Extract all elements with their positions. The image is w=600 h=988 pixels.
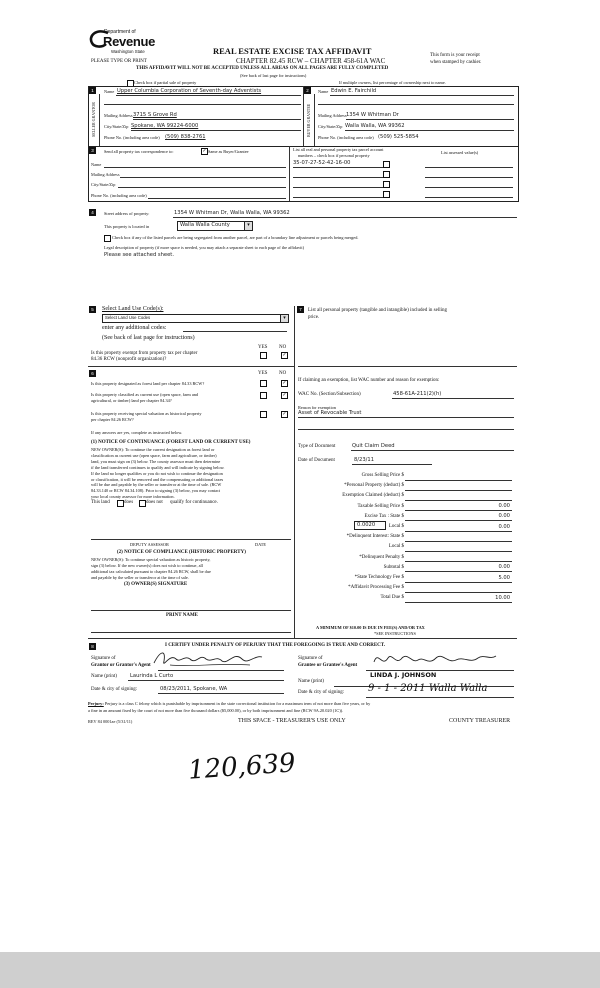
reason-label: Reason for exemption bbox=[298, 405, 336, 410]
located-label: This property is located in bbox=[104, 224, 150, 229]
grantee-signature-icon bbox=[370, 648, 500, 672]
buyer-city-value: Walla Walla, WA 99362 bbox=[345, 123, 405, 129]
notice-compliance-text bbox=[91, 557, 211, 581]
notice-continuance-line: If the land no longer qualifies or you do not wish to continue the designation bbox=[91, 470, 223, 476]
perjury-text-1: Perjury is a class C felony which is punishable by imprisonment in the state correctional institution for a maximum term of not more than five years, or by bbox=[104, 701, 371, 706]
perjury-line-1 bbox=[88, 701, 370, 706]
grantee-agent-label: Grantee or Grantee's Agent bbox=[298, 663, 358, 668]
grantee-date-label: Date & city of signing: bbox=[298, 690, 345, 695]
receipt-note-1: This form is your receipt bbox=[430, 53, 480, 58]
does-not-label: does not bbox=[146, 500, 163, 505]
legal-value: Please see attached sheet. bbox=[104, 252, 174, 258]
form-warning: THIS AFFIDAVIT WILL NOT BE ACCEPTED UNLESS ALL AREAS ON ALL PAGES ARE FULLY COMPLETED bbox=[136, 66, 389, 71]
tax-row-label: *Affidavit Processing Fee $ bbox=[348, 585, 404, 591]
segregated-checkbox[interactable] bbox=[104, 235, 111, 242]
does-checkbox[interactable] bbox=[117, 500, 124, 507]
street-label: Street address of property: bbox=[104, 211, 150, 216]
section-6-number: 6 bbox=[89, 370, 96, 377]
buyer-name-label: Name bbox=[318, 89, 329, 94]
print-name-label: PRINT NAME bbox=[166, 613, 198, 618]
notice-compliance-title: (2) NOTICE OF COMPLIANCE (HISTORIC PROPERTY) bbox=[117, 550, 246, 555]
seller-city-label: City/State/Zip bbox=[104, 124, 129, 129]
parcel-1-personal-checkbox[interactable] bbox=[383, 161, 390, 168]
exempt-no-checkbox[interactable] bbox=[281, 352, 288, 359]
please-type: PLEASE TYPE OR PRINT bbox=[91, 59, 147, 64]
seller-city-value: Spokane, WA 99224-6000 bbox=[131, 123, 199, 129]
s6-yes-header: YES bbox=[258, 371, 268, 376]
notice-continuance-line: land, you must sign on (3) below. The county assessor must then determine bbox=[91, 458, 221, 464]
wac-label: WAC No. (Section/Subsection) bbox=[298, 392, 361, 397]
section-4-number: 4 bbox=[89, 209, 96, 216]
grantor-name-value: Laurinda L Curto bbox=[130, 673, 174, 679]
does-not-checkbox[interactable] bbox=[139, 500, 146, 507]
land-use-see-back: (See back of last page for instructions) bbox=[102, 335, 195, 341]
notice-continuance-line: NEW OWNER(S): To continue the current designation as forest land or bbox=[91, 447, 215, 452]
doc-type-value: Quit Claim Deed bbox=[352, 443, 395, 449]
tax-row-value: 0.00 bbox=[498, 503, 510, 510]
seller-phone-label: Phone No. (including area code) bbox=[104, 135, 160, 140]
land-use-dropdown-chevron-icon[interactable]: ▾ bbox=[280, 314, 289, 323]
s3-phone-label: Phone No. (including area code) bbox=[91, 193, 147, 198]
section-1-number: 1 bbox=[89, 87, 96, 94]
parcel-number: 35-07-27-52-42-16-00 bbox=[293, 160, 351, 166]
if-any-yes-note: If any answers are yes, complete as instructed below. bbox=[91, 430, 183, 435]
tax-row-label: *Delinquent Penalty $ bbox=[359, 554, 404, 560]
local-rate-value: 0.0020 bbox=[357, 522, 376, 528]
list-parcels-label-1: List all real and personal property tax parcel account bbox=[293, 147, 384, 152]
same-as-buyer-checkbox[interactable] bbox=[201, 148, 208, 155]
parcel-3-personal-checkbox[interactable] bbox=[383, 181, 390, 188]
s5-yes-header: YES bbox=[258, 345, 268, 350]
current-use-yes-checkbox[interactable] bbox=[260, 392, 267, 399]
grantee-sig-label: Signature of bbox=[298, 656, 323, 661]
section-3-number: 3 bbox=[89, 147, 96, 154]
wac-value: 458-61A-211(2)(h) bbox=[393, 391, 442, 397]
tax-row-label: Local $ bbox=[388, 544, 404, 550]
current-use-no-checkbox[interactable] bbox=[281, 392, 288, 399]
tax-row-label: Exemption Claimed (deduct) $ bbox=[342, 493, 404, 499]
notice-continuance-line: if the land transferred continues to qualify and will indicate by signing below. bbox=[91, 464, 225, 470]
section-7-number: 7 bbox=[297, 306, 304, 313]
see-instructions-note: *SEE INSTRUCTIONS bbox=[374, 631, 416, 636]
historic-question-2: per chapter 84.26 RCW? bbox=[91, 417, 134, 422]
partial-sale-label: Check box if partial sale of property bbox=[134, 80, 197, 85]
forest-question: Is this property designated as forest land per chapter 84.33 RCW? bbox=[91, 381, 205, 386]
buyer-side-label: BUYER GRANTEE bbox=[306, 103, 311, 137]
exempt-yes-checkbox[interactable] bbox=[260, 352, 267, 359]
send-tax-label: Send all property tax correspondence to: bbox=[104, 149, 174, 154]
county-treasurer-label: COUNTY TREASURER bbox=[449, 718, 511, 724]
tax-row-label: *State Technology Fee $ bbox=[354, 575, 404, 580]
notice-compliance-line: NEW OWNER(S): To continue special valuation as historic property, bbox=[91, 557, 211, 562]
notice-continuance-title: (1) NOTICE OF CONTINUANCE (FOREST LAND OR CURRENT USE) bbox=[91, 440, 251, 445]
seller-name-label: Name bbox=[104, 89, 115, 94]
logo-sub-text: Washington State bbox=[111, 49, 145, 54]
does-label: does bbox=[124, 500, 134, 505]
seller-phone-value: (509) 838-2761 bbox=[165, 134, 206, 140]
current-use-question-2: agricultural, or timber) land per chapter 84.34? bbox=[91, 398, 172, 403]
exempt-question-1: Is this property exempt from property tax per chapter bbox=[91, 351, 198, 356]
this-land-label: This land bbox=[91, 500, 110, 505]
treasurer-use-label: THIS SPACE - TREASURER'S USE ONLY bbox=[238, 718, 346, 724]
revision-code: REV 84 0001ae (5/31/11) bbox=[88, 719, 133, 724]
list-parcels-label-2: numbers – check box if personal property bbox=[298, 153, 370, 158]
doc-date-label: Date of Document bbox=[298, 458, 335, 463]
tax-row-value: 0.00 bbox=[498, 513, 510, 520]
tax-row-label: *Personal Property (deduct) $ bbox=[344, 483, 404, 489]
grantor-sig-label: Signature of bbox=[91, 656, 116, 661]
seller-address-value: 3715 S Grove Rd bbox=[133, 112, 177, 118]
section-5-number: 5 bbox=[89, 306, 96, 313]
doc-type-label: Type of Document bbox=[298, 444, 336, 449]
owner-signature-label: (3) OWNER(S) SIGNATURE bbox=[124, 582, 188, 587]
notice-continuance-line: your local county assessor for more information. bbox=[91, 494, 175, 500]
scan-edge bbox=[0, 952, 600, 988]
see-back-note: (See back of last page for instructions) bbox=[240, 73, 307, 78]
tax-row-label: *Delinquent Interest: State $ bbox=[346, 534, 404, 540]
county-value: Walla Walla County bbox=[180, 222, 230, 228]
grantee-name-handwritten: LINDA J. JOHNSON bbox=[370, 671, 437, 679]
seller-side-label: SELLER GRANTOR bbox=[91, 102, 96, 138]
tax-row-value: 5.00 bbox=[498, 574, 510, 581]
historic-yes-checkbox[interactable] bbox=[260, 411, 267, 418]
tax-row-value: 0.00 bbox=[498, 523, 510, 530]
buyer-city-label: City/State/Zip bbox=[318, 124, 343, 129]
notice-continuance-line: will be due and payable by the seller or transferor at the time of sale. (RCW bbox=[91, 482, 222, 488]
perjury-text-2: a fine in an amount fixed by the court of not more than five thousand dollars ($5,000.00), or by both imprisonment and fine (RCW 9A.20.020 (1C)). bbox=[88, 708, 344, 713]
buyer-address-label: Mailing Address bbox=[318, 113, 347, 118]
buyer-phone-value: (509) 525-5854 bbox=[378, 134, 419, 140]
s3-city-label: City/State/Zip bbox=[91, 182, 116, 187]
land-use-select-value: Select Land Use Codes bbox=[105, 315, 151, 320]
forest-no-checkbox[interactable] bbox=[281, 380, 288, 387]
deputy-date-label: DATE bbox=[255, 542, 266, 547]
grantee-name-label: Name (print) bbox=[298, 679, 324, 684]
grantor-date-value: 08/23/2011, Spokane, WA bbox=[160, 686, 228, 692]
legal-label: Legal description of property (if more space is needed, you may attach a separate sheet to each page of the affidavit) bbox=[104, 245, 304, 250]
same-as-buyer-label: Same as Buyer/Grantee bbox=[208, 149, 249, 154]
notice-compliance-line: and payable by the seller or transferor at the time of sale. bbox=[91, 574, 189, 580]
notice-continuance-text bbox=[91, 447, 225, 500]
tax-row-value: 0.00 bbox=[498, 564, 510, 571]
grantor-date-label: Date & city of signing: bbox=[91, 687, 138, 692]
land-use-title: Select Land Use Code(s): bbox=[102, 306, 164, 312]
deputy-assessor-label: DEPUTY ASSESSOR bbox=[130, 542, 169, 547]
s3-name-label: Name bbox=[91, 162, 102, 167]
doc-date-value: 8/23/11 bbox=[354, 457, 374, 463]
seller-address-label: Mailing Address bbox=[104, 113, 133, 118]
enter-more-label: enter any additional codes: bbox=[102, 325, 167, 331]
s6-no-header: NO bbox=[279, 371, 287, 376]
assessed-value-label: List assessed value(s) bbox=[441, 150, 479, 155]
minimum-due-note: A MINIMUM OF $10.00 IS DUE IN FEE(S) AND/OR TAX bbox=[316, 625, 425, 630]
reason-value: Asset of Revocable Trust bbox=[298, 410, 362, 416]
notice-continuance-line: or classification, it will be removed and the compensating or additional taxes bbox=[91, 476, 224, 482]
tax-row-label: Excise Tax : State $ bbox=[364, 513, 404, 519]
s3-address-label: Mailing Address bbox=[91, 172, 120, 177]
buyer-address-value: 1354 W Whitman Dr bbox=[346, 112, 399, 118]
parcel-4-personal-checkbox[interactable] bbox=[383, 191, 390, 198]
grantor-name-label: Name (print) bbox=[91, 674, 117, 679]
street-value: 1354 W Whitman Dr, Walla Walla, WA 99362 bbox=[174, 210, 290, 216]
personal-property-label-2: price. bbox=[308, 315, 320, 320]
receipt-note-2: when stamped by cashier. bbox=[430, 60, 482, 65]
multiple-owners-note: If multiple owners, list percentage of ownership next to name. bbox=[339, 80, 446, 85]
tax-row-label: Gross Selling Price $ bbox=[361, 473, 404, 478]
exempt-question-2: 84.36 RCW (nonprofit organization)? bbox=[91, 357, 167, 362]
notice-continuance-line: 84.33.140 or RCW 84.34.108). Prior to signing (3) below, you may contact bbox=[91, 488, 221, 494]
seller-name-value: Upper Columbia Corporation of Seventh-day Adventists bbox=[117, 88, 262, 94]
tax-row-label: Total Due $ bbox=[380, 595, 404, 601]
certify-statement: I CERTIFY UNDER PENALTY OF PERJURY THAT THE FOREGOING IS TRUE AND CORRECT. bbox=[165, 643, 386, 648]
section-2-number: 2 bbox=[304, 87, 311, 94]
tax-row-label: Local $ bbox=[388, 524, 404, 529]
buyer-phone-label: Phone No. (including area code) bbox=[318, 135, 374, 140]
tax-row-label: Subtotal $ bbox=[383, 564, 404, 570]
claim-exemption-label: If claiming an exemption, list WAC number and reason for exemption: bbox=[298, 378, 440, 383]
segregated-label: Check box if any of the listed parcels are being segregated from another parcel, are part of a boundary line adjustment or parcels being merged. bbox=[112, 235, 359, 240]
form-title: REAL ESTATE EXCISE TAX AFFIDAVIT bbox=[213, 46, 372, 56]
logo-main-text: Revenue bbox=[103, 34, 156, 49]
perjury-label: Perjury: bbox=[88, 701, 104, 706]
form-subtitle: CHAPTER 82.45 RCW – CHAPTER 458-61A WAC bbox=[236, 57, 386, 65]
forest-yes-checkbox[interactable] bbox=[260, 380, 267, 387]
notice-continuance-line: classification as current use (open space, farm and agriculture, or timber) bbox=[91, 452, 217, 458]
handwritten-number: 120,639 bbox=[187, 748, 297, 786]
qualify-label: qualify for continuance. bbox=[170, 500, 218, 505]
grantor-agent-label: Grantor or Grantor's Agent bbox=[91, 663, 151, 668]
tax-row-label: Taxable Selling Price $ bbox=[357, 503, 404, 509]
notice-compliance-line: sign (3) below. If the new owner(s) does not wish to continue, all bbox=[91, 562, 203, 568]
historic-no-checkbox[interactable] bbox=[281, 411, 288, 418]
logo-top-text: Department of bbox=[104, 29, 136, 35]
current-use-question-1: Is this property classified as current use (open space, farm and bbox=[91, 392, 199, 397]
historic-question-1: Is this property receiving special valuation as historical property bbox=[91, 411, 202, 416]
personal-property-label-1: List all personal property (tangible and intangible) included in selling bbox=[308, 308, 447, 313]
s5-no-header: NO bbox=[279, 345, 287, 350]
county-dropdown-chevron-icon[interactable]: ▾ bbox=[244, 221, 253, 231]
grantee-date-value: 9 - 1 - 2011 Walla Walla bbox=[368, 683, 488, 694]
tax-row-value: 10.00 bbox=[495, 594, 510, 601]
section-8-number: 8 bbox=[89, 643, 96, 650]
parcel-2-personal-checkbox[interactable] bbox=[383, 171, 390, 178]
notice-compliance-line: additional tax calculated pursuant to chapter 84.26 RCW, shall be due bbox=[91, 568, 211, 574]
buyer-name-value: Edwin E. Fairchild bbox=[331, 88, 377, 94]
